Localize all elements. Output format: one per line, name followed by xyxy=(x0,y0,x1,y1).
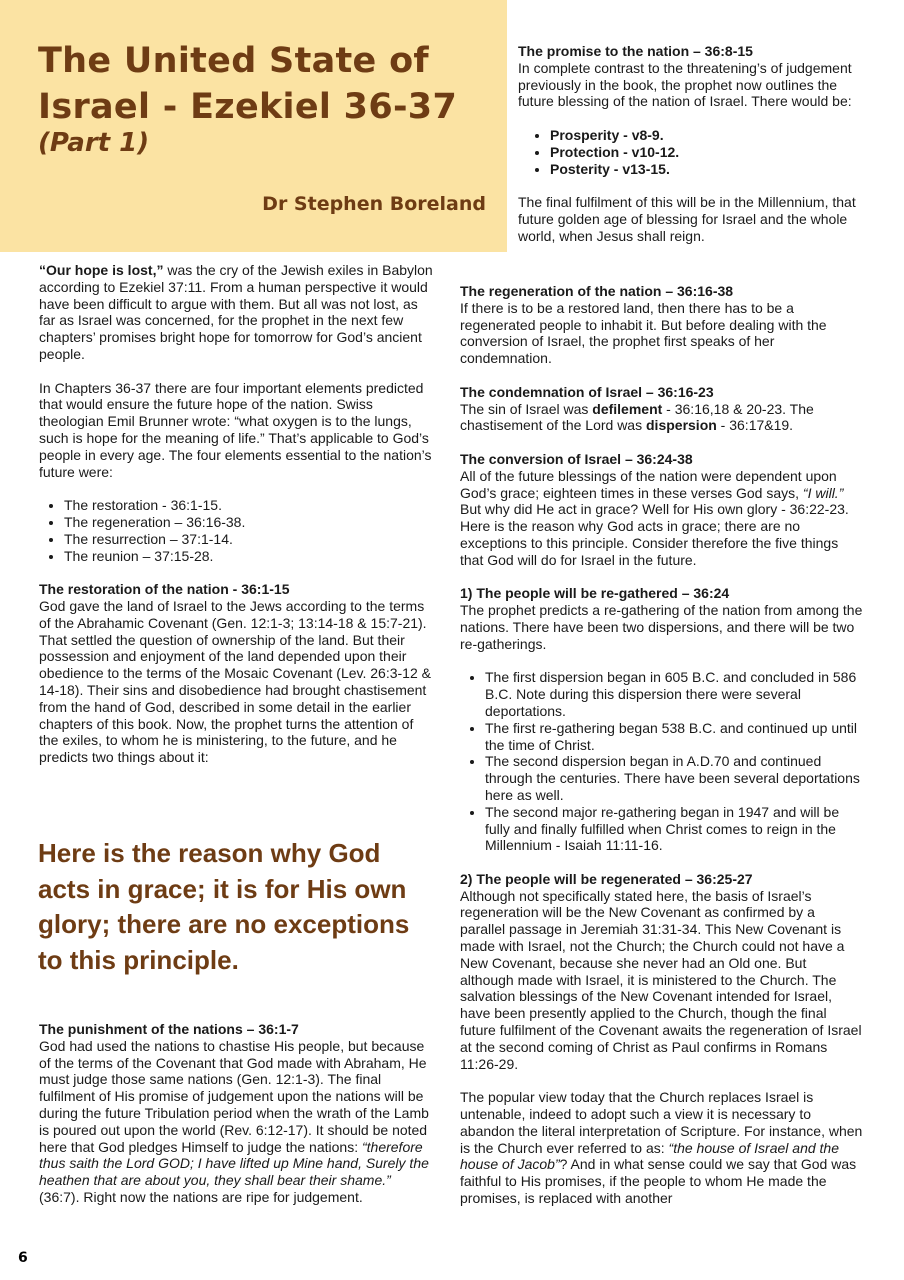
list-item xyxy=(550,144,863,161)
title-line-1: The United State of xyxy=(38,41,429,81)
condemnation-keyword-1: defilement xyxy=(592,400,663,417)
promise-item: Posterity - v13-15. xyxy=(550,160,670,177)
pull-quote: Here is the reason why God acts in grace; it is for His own glory; there are no exceptions to this principle. xyxy=(38,838,410,975)
right-column-main xyxy=(460,283,863,1207)
list-item xyxy=(550,127,863,144)
promise-item: Prosperity - v8-9. xyxy=(550,126,664,143)
restoration-text: God gave the land of Israel to the Jews according to the terms of the Abrahamic Covenant (Gen. 12:1-3; 13:14-18 & 15:7-21). That settled the question of ownership of the land. But their possession and enjoyment of the land depended upon their obedience to the terms of the Mosaic Covenant (Lev. 26:3-12 & 14-18). Their sins and disobedience had brought chastisement from the hand of God, described in some detail in the earlier chapters of this book. Now, the prophet turns the attention of the exiles, to whom he is ministering, to the future, and he predicts two things about it: xyxy=(39,597,431,766)
elements-list xyxy=(39,497,435,564)
condemnation-heading: The condemnation of Israel – 36:16-23 xyxy=(460,383,714,400)
punishment-text-b: (36:7). Right now the nations are ripe for judgement. xyxy=(39,1188,363,1205)
promise-text: In complete contrast to the threatening’s of judgement previously in the book, the prophet now outlines the future blessing of the nation of Israel. There would be: xyxy=(518,59,852,110)
list-item: • The first dispersion began in 605 B.C. and concluded in 586 B.C. Note during this dispersion there were several deportations. xyxy=(485,669,863,719)
title-line-2: Israel - Ezekiel 36-37 xyxy=(38,87,458,127)
article-subtitle: (Part 1) xyxy=(38,128,150,158)
punishment-text xyxy=(39,1038,435,1206)
regeneration-text: If there is to be a restored land, then there has to be a regenerated people to inhabit it. But before dealing with the conversion of Israel, the prophet first speaks of her condemnation. xyxy=(460,299,827,367)
popular-text-a: The popular view today that the Church replaces Israel is untenable, indeed to adopt such a view it is necessary to abandon the literal interpretation of Scripture. For instance, when is the Church ever referred to as: xyxy=(460,1089,863,1156)
regenerated-text: Although not specifically stated here, the basis of Israel’s regeneration will be the New Covenant as confirmed by a parallel passage in Jeremiah 31:31-34. This New Covenant is made with Israel, not the Church; the Church could not have a New Covenant, because she never had an Old one. But although made with Israel, it is ministered to the Church. The salvation blessings of the New Covenant intended for Israel, have been presently applied to the Church, though the final future fulfilment of the Covenant awaits the regeneration of Israel at the second coming of Christ as Paul confirms in Romans 11:26-29. xyxy=(460,887,862,1072)
list-item: • The restoration - 36:1-15. xyxy=(64,497,435,514)
punishment-quote: “therefore thus saith the Lord GOD; I have lifted up Mine hand, Surely the heathen that are about you, they shall bear their shame.” xyxy=(39,1138,429,1189)
conversion-heading: The conversion of Israel – 36:24-38 xyxy=(460,450,693,467)
condemnation-text-c: - 36:16,18 & 20-23. The chastisement of the Lord was xyxy=(460,400,814,434)
list-item: • The reunion – 37:15-28. xyxy=(64,548,435,565)
punishment-text-a: God had used the nations to chastise His people, but because of the terms of the Covenant that God made with Abraham, He must judge those same nations (Gen. 12:1-3). The final fulfilment of His promise of judgement upon the nations will be during the future Tribulation period when the wrath of the Lamb is poured out upon the world (Rev. 6:12-17). It should be noted here that God pledges Himself to judge the nations: xyxy=(39,1037,429,1155)
list-item: • The resurrection – 37:1-14. xyxy=(64,531,435,548)
author-byline: Dr Stephen Boreland xyxy=(262,193,486,215)
left-column-top xyxy=(39,262,435,766)
promise-heading: The promise to the nation – 36:8-15 xyxy=(518,43,753,59)
list-item: • The second dispersion began in A.D.70 and continued through the centuries. There have been several deportations here as well. xyxy=(485,753,863,803)
intro-paragraph xyxy=(39,262,435,363)
intro-text: was the cry of the Jewish exiles in Babylon according to Ezekiel 37:11. From a human perspective it would have been difficult to argue with them. But all was not lost, as far as Israel was concerned, for the prophet in the next few chapters’ promises bright hope for tomorrow for God’s ancient people. xyxy=(39,262,433,362)
regenerated-heading: 2) The people will be regenerated – 36:25-27 xyxy=(460,870,753,887)
popular-view-text xyxy=(460,1089,863,1207)
promise-item: Protection - v10-12. xyxy=(550,143,680,160)
list-item: • The regeneration – 36:16-38. xyxy=(64,514,435,531)
condemnation-text-d: - 36:17&19. xyxy=(716,417,794,434)
condemnation-text-a: The sin of Israel was xyxy=(460,400,593,417)
promise-final: The final fulfilment of this will be in the Millennium, that future golden age of blessing for Israel and the whole world, when Jesus shall reign. xyxy=(518,194,856,244)
right-column-top xyxy=(518,43,863,245)
conversion-text xyxy=(460,468,863,569)
list-item xyxy=(550,161,863,178)
condemnation-text xyxy=(460,401,863,435)
promise-list xyxy=(518,127,863,177)
conversion-text-a: All of the future blessings of the nation were dependent upon God’s grace; eighteen times in these verses God says, xyxy=(460,467,837,501)
list-item: • The first re-gathering began 538 B.C. and continued up until the time of Christ. xyxy=(485,720,863,754)
condemnation-keyword-2: dispersion xyxy=(646,417,717,434)
conversion-quote: “I will.” xyxy=(802,484,844,501)
regathered-list xyxy=(460,669,863,854)
restoration-heading: The restoration of the nation - 36:1-15 xyxy=(39,581,290,598)
page-number: 6 xyxy=(18,1250,28,1266)
conversion-text-b: But why did He act in grace? Well for His own glory - 36:22-23. Here is the reason why God acts in grace; there are no exceptions to this principle. Consider therefore the five things that God will do for Israel in the future. xyxy=(460,501,849,568)
list-item: • The second major re-gathering began in 1947 and will be fully and finally fulfilled when Christ comes to reign in the Millennium - Isaiah 11:11-16. xyxy=(485,804,863,854)
popular-quote: “the house of Israel and the house of Jacob” xyxy=(460,1139,839,1173)
popular-text-b: ? And in what sense could we say that God was faithful to His promises, if the people to whom He made the promises, is replaced with another xyxy=(460,1156,857,1207)
article-title xyxy=(38,38,498,130)
regathered-text: The prophet predicts a re-gathering of the nation from among the nations. There have been two dispersions, and there will be two re-gatherings. xyxy=(460,602,863,652)
elements-intro: In Chapters 36-37 there are four important elements predicted that would ensure the future hope of the nation. Swiss theologian Emil Brunner wrote: “what oxygen is to the lungs, such is hope for the meaning of life.” That’s applicable to God’s people in every age. The four elements essential to the nation’s future were: xyxy=(39,379,432,480)
regathered-heading: 1) The people will be re-gathered – 36:24 xyxy=(460,585,730,602)
punishment-heading: The punishment of the nations – 36:1-7 xyxy=(39,1021,299,1037)
left-column-bottom xyxy=(39,1021,435,1206)
regeneration-heading: The regeneration of the nation – 36:16-38 xyxy=(460,283,734,299)
intro-quote: “Our hope is lost,” xyxy=(39,262,164,278)
